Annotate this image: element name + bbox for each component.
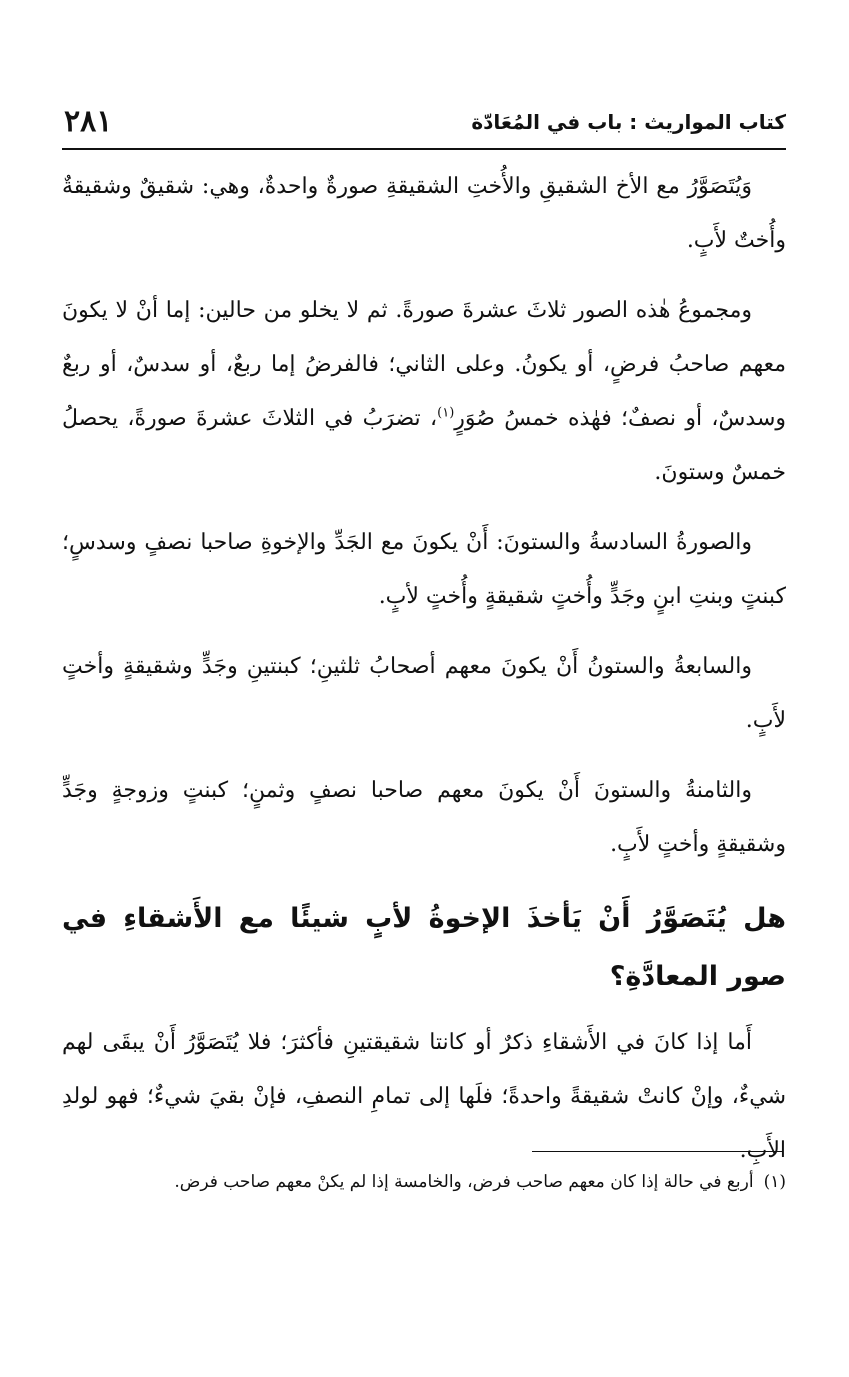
footnote-reference: (١) xyxy=(437,405,455,421)
paragraph-1: وَيُتَصَوَّرُ مع الأخ الشقيقِ والأُختِ الشقيقةِ صورةٌ واحدةٌ، وهي: شقيقٌ وشقيقةٌ وأُختٌ لأَبٍ. xyxy=(62,174,786,253)
footnote-marker: (١) xyxy=(763,1172,786,1192)
paragraph-3: والصورةُ السادسةُ والستونَ: أَنْ يكونَ مع الجَدِّ والإخوةِ صاحبا نصفٍ وسدسٍ؛ كبنتٍ وبنتِ ابنٍ وجَدٍّ وأُختٍ شقيقةٍ وأُختٍ لأبٍ. xyxy=(62,530,786,609)
paragraph-5: والثامنةُ والستونَ أَنْ يكونَ معهم صاحبا نصفٍ وثمنٍ؛ كبنتٍ وزوجةٍ وجَدٍّ وشقيقةٍ وأختٍ لأَبٍ. xyxy=(62,778,786,857)
page-number: ٢٨١ xyxy=(64,104,113,139)
section-heading: هل يُتَصَوَّرُ أَنْ يَأخذَ الإخوةُ لأبٍ شيئًا مع الأَشقاءِ في صور المعادَّةِ؟ xyxy=(62,903,786,992)
main-text xyxy=(62,160,786,1194)
paragraph-2 xyxy=(62,284,786,500)
paragraph-4: والسابعةُ والستونُ أَنْ يكونَ معهم أصحابُ ثلثينِ؛ كبنتينِ وجَدٍّ وشقيقةٍ وأختٍ لأَبٍ. xyxy=(62,654,786,733)
footnote-text: أربع في حالة إذا كان معهم صاحب فرض، والخامسة إذا لم يكنْ معهم صاحب فرض. xyxy=(174,1172,754,1192)
closing-paragraph: أَما إذا كانَ في الأَشقاءِ ذكرٌ أو كانتا شقيقتينِ فأكثرَ؛ فلا يُتَصَوَّرُ أَنْ يبقَى لهم شيءٌ، وإنْ كانتْ شقيقةً واحدةً؛ فلَها إلى تمامِ النصفِ، فإنْ بقيَ شيءٌ؛ فهو لولدِ الأَبِ. xyxy=(62,1030,786,1163)
paragraph-2-body: ومجموعُ هٰذه الصور ثلاثَ عشرةَ صورةً. ثم لا يخلو من حالين: إما أنْ لا يكونَ معهم صاحبُ فرضٍ، أو يكونُ. وعلى الثاني؛ فالفرضُ إما ربعٌ، أو سدسٌ، أو ربعٌ وسدسٌ، أو نصفٌ؛ فهٰذه خمسُ صُوَرٍ xyxy=(62,298,786,431)
page-header xyxy=(62,98,786,150)
running-title: كتاب المواريث : باب في المُعَادّة xyxy=(471,110,786,134)
footnote xyxy=(62,1160,786,1204)
paragraph-2-tail: ، تضرَبُ في الثلاثَ عشرةَ صورةً، يحصلُ خمسٌ وستونَ. xyxy=(62,406,786,485)
footnote-divider xyxy=(532,1151,782,1152)
